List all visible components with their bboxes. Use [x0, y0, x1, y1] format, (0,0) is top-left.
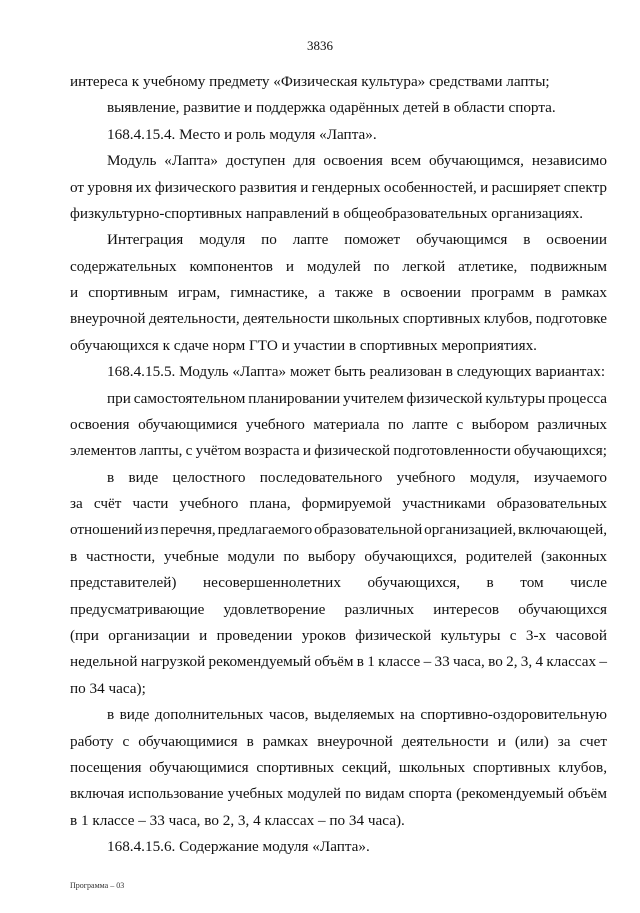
text-line-content: 168.4.15.5. Модуль «Лапта» может быть реализован в следующих вариантах: — [107, 363, 606, 381]
text-line — [70, 416, 607, 434]
text-line-content: Интеграция модуля по лапте поможет обучающимся в освоении — [107, 231, 607, 249]
text-line-content: при самостоятельном планировании учителем физической культуры процесса — [107, 389, 607, 407]
text-line — [70, 495, 607, 513]
text-line-content: в виде целостного последовательного учебного модуля, изучаемого — [107, 468, 607, 486]
text-line — [70, 574, 607, 592]
text-line — [107, 390, 607, 408]
text-line-content: Модуль «Лапта» доступен для освоения всем обучающимся, независимо — [107, 152, 607, 170]
text-line-content: отношений из перечня, предлагаемого образовательной организацией, включающей, — [70, 521, 607, 539]
text-line — [70, 205, 607, 223]
text-line — [70, 653, 607, 671]
text-line — [70, 310, 607, 328]
text-line — [70, 179, 607, 197]
page-footer: Программа – 03 — [70, 881, 125, 890]
text-line-content: элементов лапты, с учётом возраста и физической подготовленности обучающихся; — [70, 442, 607, 460]
text-line — [107, 152, 607, 170]
text-line-content: включая использование учебных модулей по видам спорта (рекомендуемый объём — [70, 785, 607, 803]
text-line — [107, 838, 607, 856]
text-line — [107, 363, 607, 381]
text-line-content: работу с обучающимися в рамках внеурочной деятельности и (или) за счет — [70, 732, 607, 750]
text-line-content: недельной нагрузкой рекомендуемый объём в 1 классе – 33 часа, во 2, 3, 4 классах – — [70, 653, 607, 671]
text-line — [70, 442, 607, 460]
text-line — [107, 231, 607, 249]
text-line — [70, 680, 607, 698]
text-line-content: внеурочной деятельности, деятельности школьных спортивных клубов, подготовке — [70, 310, 607, 328]
text-line-content: в 1 классе – 33 часа, во 2, 3, 4 классах – по 34 часа). — [70, 811, 405, 829]
text-line — [70, 812, 607, 830]
text-line — [70, 337, 607, 355]
text-line-content: интереса к учебному предмету «Физическая культура» средствами лапты; — [70, 73, 550, 90]
text-line-content: посещения обучающимися спортивных секций, школьных спортивных клубов, — [70, 758, 607, 776]
text-line-content: за счёт части учебного плана, формируемой участниками образовательных — [70, 495, 607, 513]
text-line-content: 168.4.15.6. Содержание модуля «Лапта». — [107, 838, 370, 856]
text-line-content: освоения обучающимися учебного материала по лапте с выбором различных — [70, 415, 607, 433]
text-line-content: и спортивным играм, гимнастике, а также в освоении программ в рамках — [70, 284, 607, 302]
page-number: 3836 — [307, 38, 333, 53]
text-line — [70, 284, 607, 302]
text-line — [107, 99, 607, 117]
text-line — [107, 469, 607, 487]
text-line-content: (при организации и проведении уроков физической культуры с 3-х часовой — [70, 626, 607, 644]
text-line-content: в частности, учебные модули по выбору обучающихся, родителей (законных — [70, 547, 607, 565]
text-line-content: обучающихся к сдаче норм ГТО и участии в спортивных мероприятиях. — [70, 336, 537, 354]
text-line — [70, 521, 607, 539]
text-line-content: предусматривающие удовлетворение различных интересов обучающихся — [70, 600, 607, 618]
text-line — [70, 601, 607, 619]
text-line — [70, 73, 607, 91]
text-line — [107, 126, 607, 144]
text-line — [70, 733, 607, 751]
text-line — [70, 627, 607, 645]
text-line — [70, 258, 607, 276]
text-line-content: содержательных компонентов и модулей по легкой атлетике, подвижным — [70, 257, 607, 275]
text-line-content: физкультурно-спортивных направлений в общеобразовательных организациях. — [70, 204, 584, 222]
text-line — [70, 548, 607, 566]
text-line — [70, 759, 607, 777]
text-line-content: от уровня их физического развития и гендерных особенностей, и расширяет спектр — [70, 178, 607, 196]
text-line-content: выявление, развитие и поддержка одарённых детей в области спорта. — [107, 99, 556, 117]
text-line-content: представителей) несовершеннолетних обучающихся, в том числе — [70, 574, 607, 592]
text-line-content: в виде дополнительных часов, выделяемых на спортивно-оздоровительную — [107, 706, 607, 724]
text-line-content: по 34 часа); — [70, 679, 146, 697]
text-line — [70, 785, 607, 803]
text-line — [107, 706, 607, 724]
text-line-content: 168.4.15.4. Место и роль модуля «Лапта». — [107, 125, 377, 143]
